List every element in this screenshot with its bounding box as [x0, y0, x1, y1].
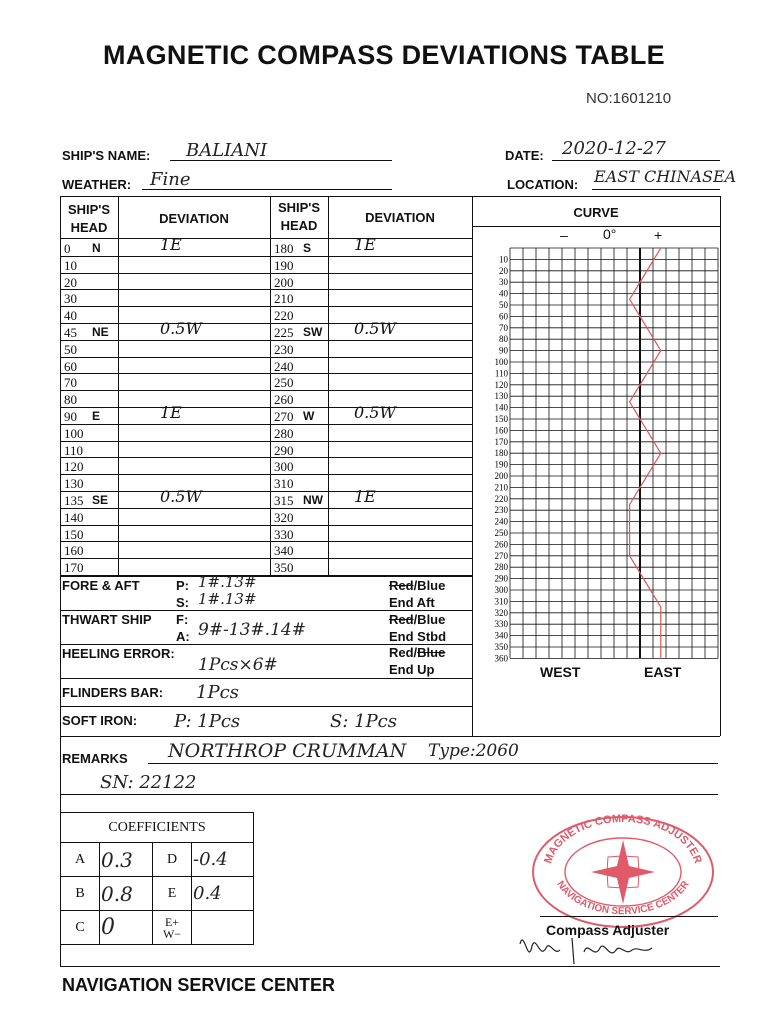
left-heading-number: 130 — [64, 476, 84, 491]
curve-tick-label: 20 — [499, 265, 508, 276]
curve-tick-label: 200 — [494, 471, 508, 481]
curve-tick-label: 70 — [499, 322, 508, 333]
ship-name-label: SHIP'S NAME: — [62, 148, 151, 163]
curve-tick-label: 190 — [494, 459, 508, 470]
coef-e-value: 0.4 — [192, 877, 254, 911]
right-heading-number: 225 — [274, 325, 294, 340]
left-heading-number: 70 — [64, 375, 77, 390]
fore-aft-red: Red — [389, 578, 414, 593]
soft-iron-s-value: S: 1Pcs — [330, 711, 397, 732]
coefficients-title: COEFFICIENTS — [61, 813, 254, 843]
coef-b-value: 0.8 — [100, 877, 153, 911]
table-row-line — [60, 491, 472, 492]
curve-tick-label: 50 — [499, 300, 508, 310]
curve-tick-label: 210 — [494, 482, 508, 493]
curve-tick-label: 280 — [494, 562, 508, 573]
page-title: MAGNETIC COMPASS DEVIATIONS TABLE — [103, 40, 665, 70]
curve-tick-label: 130 — [494, 391, 508, 402]
curve-minus-label: – — [560, 227, 568, 243]
right-heading-number: 310 — [274, 476, 294, 491]
coef-c-value: 0 — [100, 911, 153, 945]
curve-plus-label: + — [654, 227, 663, 243]
table-row-line — [60, 424, 472, 425]
right-heading-number: 200 — [274, 275, 294, 290]
coef-b-label: B — [61, 877, 100, 911]
table-bottom-line — [60, 576, 472, 577]
remarks-model: NORTHROP CRUMMAN — [168, 740, 407, 762]
left-heading-number: 30 — [64, 291, 77, 306]
right-heading-number: 300 — [274, 459, 294, 474]
curve-tick-label: 290 — [494, 573, 508, 584]
curve-tick-label: 220 — [494, 493, 508, 504]
coef-d-value: -0.4 — [192, 843, 254, 877]
table-row-line — [60, 273, 472, 274]
thwart-f-label: F: — [176, 612, 189, 627]
remarks-type: Type:2060 — [428, 741, 519, 761]
curve-tick-label: 260 — [494, 539, 508, 550]
left-heading-direction: N — [92, 241, 101, 255]
curve-tick-label: 320 — [494, 607, 508, 618]
right-heading-number: 330 — [274, 527, 294, 542]
footer-org: NAVIGATION SERVICE CENTER — [62, 975, 336, 995]
document-number: NO:1601210 — [586, 90, 672, 107]
right-head-header: SHIP'S HEAD — [277, 200, 321, 233]
left-heading-direction: E — [92, 409, 101, 423]
curve-tick-label: 170 — [494, 436, 508, 447]
coef-c-label: C — [61, 911, 100, 945]
curve-tick-label: 140 — [494, 402, 508, 413]
curve-tick-label: 310 — [494, 596, 508, 607]
thwart-red: Red — [389, 612, 414, 627]
left-heading-number: 80 — [64, 392, 77, 407]
curve-tick-label: 360 — [494, 653, 508, 664]
right-heading-direction: W — [303, 409, 315, 423]
coef-e-label: E — [153, 877, 192, 911]
curve-tick-labels — [495, 254, 509, 663]
handwritten-signature — [514, 926, 674, 970]
table-row-line — [60, 357, 472, 358]
curve-west-label: WEST — [540, 664, 581, 680]
curve-tick-label: 90 — [499, 345, 508, 356]
left-heading-number: 50 — [64, 342, 77, 357]
right-heading-number: 260 — [274, 392, 294, 407]
left-head-header: SHIP'S HEAD — [67, 202, 111, 235]
right-heading-number: 280 — [274, 426, 294, 441]
right-heading-number: 240 — [274, 359, 294, 374]
signature-line — [540, 916, 718, 917]
table-row-line — [60, 558, 472, 559]
right-heading-number: 210 — [274, 291, 294, 306]
curve-tick-label: 270 — [494, 550, 508, 561]
right-heading-number: 230 — [274, 342, 294, 357]
left-heading-number: 170 — [64, 560, 84, 575]
header-bottom-line — [60, 238, 472, 239]
table-row-line — [60, 525, 472, 526]
right-heading-direction: S — [303, 241, 312, 255]
flinders-bar-value: 1Pcs — [196, 682, 239, 703]
fore-aft-p-value: 1#.13# — [198, 573, 257, 591]
signature-role: Compass Adjuster — [546, 922, 670, 938]
left-heading-number: 150 — [64, 527, 84, 542]
fore-aft-p-label: P: — [176, 578, 189, 593]
left-heading-number: 140 — [64, 510, 84, 525]
heeling-error-label: HEELING ERROR: — [62, 646, 175, 661]
curve-tick-label: 110 — [494, 368, 508, 379]
table-row-line — [60, 390, 472, 391]
left-heading-number: 100 — [64, 426, 84, 441]
left-heading-number: 110 — [64, 443, 84, 458]
adjuster-stamp — [528, 812, 718, 928]
weather-label: WEATHER: — [62, 177, 132, 192]
left-deviation-value: 0.5W — [160, 487, 202, 506]
table-row-line — [60, 541, 472, 542]
curve-tick-label: 230 — [494, 505, 508, 516]
footer-line — [60, 966, 720, 967]
heeling-line — [60, 678, 472, 679]
date-label: DATE: — [505, 148, 544, 163]
right-heading-number: 180 — [274, 241, 294, 256]
table-row-line — [60, 373, 472, 374]
table-row-line — [60, 508, 472, 509]
left-heading-number: 20 — [64, 275, 77, 290]
thwart-blue: /Blue — [413, 612, 446, 627]
stamp-bottom-text: NAVIGATION SERVICE CENTER — [554, 879, 692, 918]
curve-tick-label: 100 — [494, 357, 508, 367]
weather-value: Fine — [150, 169, 191, 190]
left-deviation-value: 1E — [160, 403, 182, 422]
curve-tick-label: 160 — [494, 425, 508, 436]
left-heading-number: 40 — [64, 308, 77, 323]
curve-tick-label: 30 — [499, 277, 508, 288]
right-heading-number: 320 — [274, 510, 294, 525]
table-row-line — [60, 323, 472, 324]
table-row-line — [60, 457, 472, 458]
right-deviation-header: DEVIATION — [365, 210, 435, 225]
right-deviation-value: 0.5W — [354, 319, 396, 338]
right-heading-number: 350 — [274, 560, 294, 575]
heeling-blue: Blue — [417, 645, 446, 660]
left-heading-direction: SE — [92, 493, 109, 507]
right-heading-number: 190 — [274, 258, 294, 273]
curve-title-line — [472, 226, 720, 227]
left-deviation-header: DEVIATION — [159, 211, 229, 226]
soft-iron-p-value: P: 1Pcs — [174, 711, 241, 732]
right-heading-direction: NW — [303, 493, 323, 507]
coef-a-value: 0.3 — [100, 843, 153, 877]
date-value: 2020-12-27 — [562, 138, 666, 159]
ship-name-value: BALIANI — [186, 140, 268, 161]
left-heading-number: 135 — [64, 493, 84, 508]
curve-tick-label: 180 — [494, 448, 508, 459]
location-value: EAST CHINASEA — [594, 167, 737, 186]
thwart-a-value: 9#-13#.14# — [198, 620, 306, 640]
frame-right — [720, 196, 721, 736]
end-stbd-label: End Stbd — [389, 629, 447, 644]
curve-tick-label: 350 — [494, 642, 508, 652]
right-deviation-value: 0.5W — [354, 403, 396, 422]
curve-tick-label: 60 — [499, 311, 508, 322]
left-heading-number: 45 — [64, 325, 77, 340]
curve-tick-label: 300 — [494, 585, 508, 595]
curve-tick-label: 80 — [499, 334, 508, 345]
location-line — [592, 187, 720, 190]
fore-aft-blue: /Blue — [413, 578, 446, 593]
remarks-label: REMARKS — [62, 751, 128, 766]
stamp-compass-rose-icon — [591, 840, 655, 904]
remarks-line-2 — [60, 793, 718, 795]
heeling-error-value: 1Pcs×6# — [198, 655, 278, 675]
fore-aft-label: FORE & AFT — [62, 578, 140, 593]
curve-grid — [510, 248, 718, 658]
thwart-ship-label: THWART SHIP — [62, 612, 152, 627]
curve-zero-label: 0° — [603, 226, 617, 242]
end-up-label: End Up — [389, 662, 435, 677]
stamp-top-text: MAGNETIC COMPASS ADJUSTER — [542, 812, 704, 866]
end-aft-label: End Aft — [389, 595, 435, 610]
right-heading-number: 270 — [274, 409, 294, 424]
right-heading-number: 290 — [274, 443, 294, 458]
coef-a-label: A — [61, 843, 100, 877]
left-heading-direction: NE — [92, 325, 109, 339]
col-line-2 — [270, 196, 271, 576]
right-deviation-value: 1E — [354, 235, 376, 254]
table-row-line — [60, 306, 472, 307]
curve-tick-label: 40 — [499, 288, 508, 299]
left-heading-number: 10 — [64, 258, 77, 273]
curve-tick-label: 150 — [494, 414, 508, 424]
curve-tick-label: 10 — [499, 254, 508, 265]
curve-tick-label: 330 — [494, 619, 508, 630]
fore-aft-s-label: S: — [176, 595, 189, 610]
coef-d-label: D — [153, 843, 192, 877]
left-deviation-value: 0.5W — [160, 319, 202, 338]
col-line-3 — [328, 196, 329, 576]
right-heading-number: 250 — [274, 375, 294, 390]
left-heading-number: 160 — [64, 543, 84, 558]
right-heading-number: 340 — [274, 543, 294, 558]
remarks-serial: SN: 22122 — [100, 772, 197, 793]
curve-tick-label: 340 — [494, 630, 508, 641]
right-heading-number: 315 — [274, 493, 294, 508]
soft-iron-line — [60, 736, 720, 737]
table-row-line — [60, 340, 472, 341]
curve-tick-label: 120 — [494, 379, 508, 390]
location-label: LOCATION: — [507, 177, 579, 192]
thwart-a-label: A: — [176, 629, 190, 644]
left-heading-number: 90 — [64, 409, 77, 424]
col-line-1 — [118, 196, 119, 576]
curve-tick-label: 240 — [494, 516, 508, 527]
right-heading-direction: SW — [303, 325, 323, 339]
right-heading-number: 220 — [274, 308, 294, 323]
right-deviation-value: 1E — [354, 487, 376, 506]
frame-top — [60, 196, 720, 197]
left-heading-number: 0 — [64, 241, 71, 256]
heeling-red: Red/ — [389, 645, 418, 660]
coef-ew-label: E+ W− — [153, 911, 192, 945]
table-row-line — [60, 407, 472, 408]
table-row-line — [60, 289, 472, 290]
flinders-bar-label: FLINDERS BAR: — [62, 685, 164, 700]
deviation-curve-chart — [472, 238, 720, 664]
coef-ew-value — [192, 911, 254, 945]
left-heading-number: 120 — [64, 459, 84, 474]
remarks-line-1 — [148, 762, 718, 764]
fore-aft-s-value: 1#.13# — [198, 590, 257, 608]
flinders-line — [60, 706, 472, 707]
coefficients-table — [60, 812, 254, 945]
soft-iron-label: SOFT IRON: — [62, 713, 138, 728]
table-row-line — [60, 474, 472, 475]
fore-aft-line — [60, 610, 472, 611]
left-deviation-value: 1E — [160, 235, 182, 254]
left-heading-number: 60 — [64, 359, 77, 374]
curve-tick-label: 250 — [494, 528, 508, 538]
curve-title: CURVE — [573, 205, 619, 220]
table-row-line — [60, 441, 472, 442]
curve-east-label: EAST — [644, 664, 682, 680]
table-row-line — [60, 256, 472, 257]
